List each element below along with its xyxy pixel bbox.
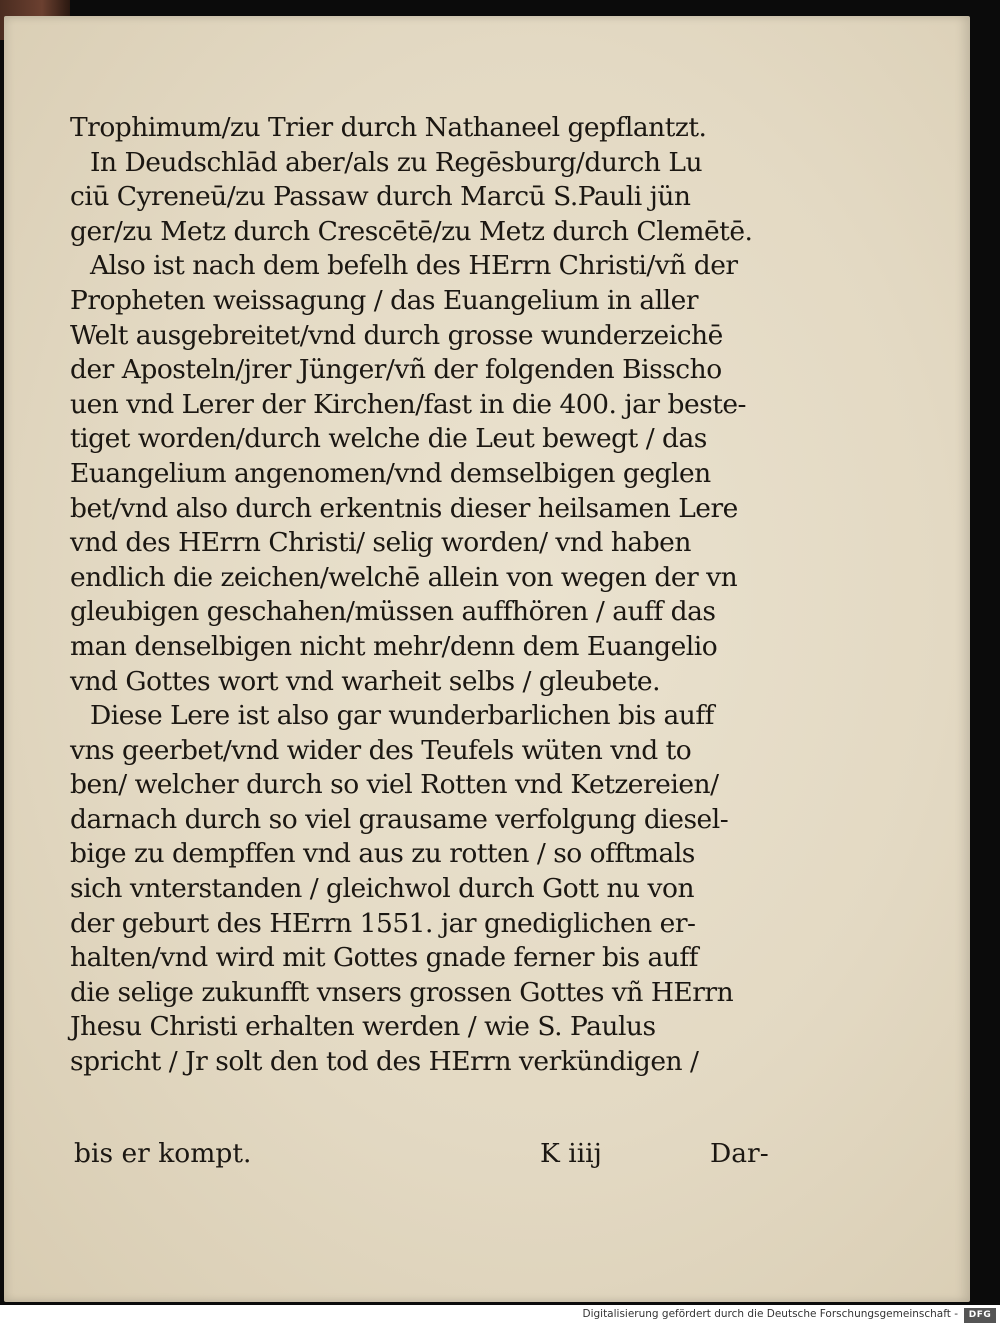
text-line: ger/zu Metz durch Crescētē/zu Metz durch Clemētē. (70, 215, 753, 247)
text-line: endlich die zeichen/welchē allein von wegen der vn (70, 561, 738, 593)
text-line: vnd des HErrn Christi/ selig worden/ vnd haben (70, 527, 691, 559)
text-line: Jhesu Christi erhalten werden / wie S. Paulus (70, 1011, 656, 1043)
text-line: ben/ welcher durch so viel Rotten vnd Ketzereien/ (70, 769, 719, 801)
text-line: Diese Lere ist also gar wunderbarlichen bis auff (90, 700, 714, 732)
text-line: der Aposteln/jrer Jünger/vñ der folgenden Bisscho (70, 354, 722, 386)
page-text-block (70, 111, 800, 1080)
text-line: bet/vnd also durch erkentnis dieser heilsamen Lere (70, 492, 738, 524)
text-line: Trophimum/zu Trier durch Nathaneel gepflantzt. (70, 112, 707, 143)
dfg-logo-icon: DFG (964, 1308, 996, 1323)
text-line: vns geerbet/vnd wider des Teufels wüten vnd to (70, 734, 692, 766)
last-line-text: bis er kompt. (74, 1138, 252, 1169)
text-line: bige zu dempffen vnd aus zu rotten / so offtmals (70, 838, 695, 870)
signature-mark: K iiij (540, 1138, 602, 1169)
text-line: uen vnd Lerer der Kirchen/fast in die 400. jar beste- (70, 388, 747, 420)
text-line: Also ist nach dem befelh des HErrn Christi/vñ der (90, 250, 738, 282)
book-page (4, 16, 970, 1302)
footer-bar (0, 1305, 1000, 1327)
text-line: Propheten weissagung / das Euangelium in aller (70, 284, 699, 316)
catchword: Dar- (710, 1138, 769, 1169)
text-line: Welt ausgebreitet/vnd durch grosse wunderzeichē (70, 319, 723, 351)
last-line-row (4, 1137, 970, 1175)
text-line: Euangelium angenomen/vnd demselbigen geglen (70, 457, 711, 489)
footer-credit: Digitalisierung gefördert durch die Deutsche Forschungsgemeinschaft - (582, 1308, 958, 1320)
text-line: halten/vnd wird mit Gottes gnade ferner bis auff (70, 942, 698, 974)
text-line: ciū Cyreneū/zu Passaw durch Marcū S.Pauli jün (70, 181, 691, 213)
text-line: spricht / Jr solt den tod des HErrn verkündigen / (70, 1046, 699, 1078)
text-line: der geburt des HErrn 1551. jar gnediglichen er- (70, 907, 696, 939)
text-line: sich vnterstanden / gleichwol durch Gott nu von (70, 873, 695, 905)
text-line: In Deudschlād aber/als zu Regēsburg/durch Lu (90, 146, 703, 178)
text-line: tiget worden/durch welche die Leut bewegt / das (70, 423, 707, 455)
text-line: darnach durch so viel grausame verfolgung diesel- (70, 803, 729, 835)
text-line: man denselbigen nicht mehr/denn dem Euangelio (70, 630, 718, 662)
text-line: gleubigen geschahen/müssen auffhören / auff das (70, 596, 716, 628)
text-line: die selige zukunfft vnsers grossen Gottes vñ HErrn (70, 976, 734, 1008)
text-line: vnd Gottes wort vnd warheit selbs / gleubete. (70, 665, 660, 697)
